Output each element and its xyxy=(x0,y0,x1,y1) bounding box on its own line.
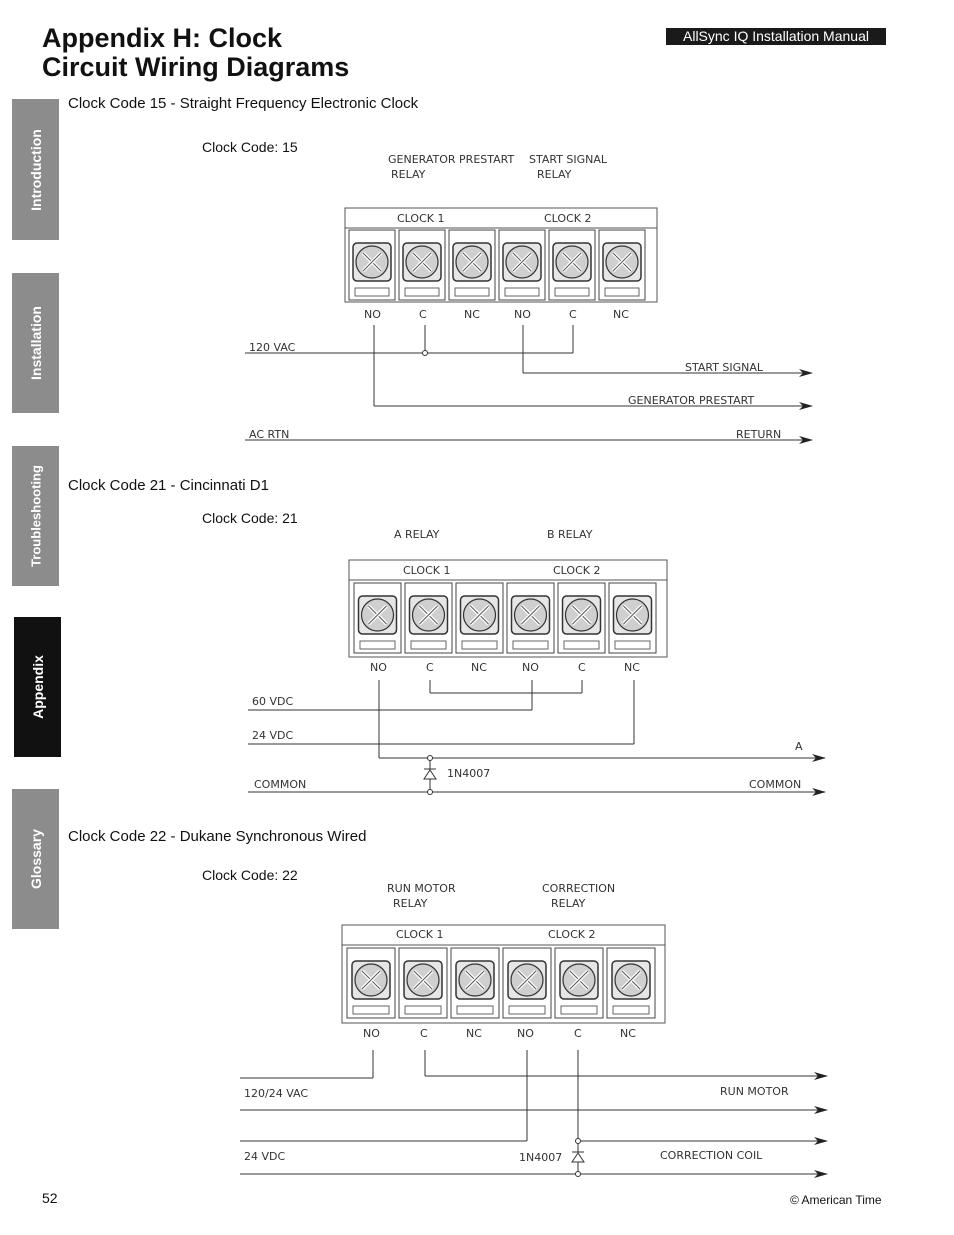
terminal-label: NO xyxy=(370,661,387,674)
clock-label: CLOCK 1 xyxy=(403,564,451,577)
relay-label: RELAY xyxy=(391,168,426,181)
screw-terminal xyxy=(558,583,605,653)
terminal-label: NC xyxy=(624,661,640,674)
screw-terminal xyxy=(399,948,447,1018)
output-label: A xyxy=(795,740,803,753)
side-tab-label: Appendix xyxy=(29,655,46,719)
screw-terminal xyxy=(599,230,645,300)
screw-terminal xyxy=(354,583,401,653)
terminal-label: NO xyxy=(517,1027,534,1040)
terminal-label: NO xyxy=(514,308,531,321)
side-tab-label: Troubleshooting xyxy=(28,465,43,567)
screw-terminal xyxy=(555,948,603,1018)
screw-terminal xyxy=(607,948,655,1018)
relay-label: RELAY xyxy=(551,897,586,910)
screw-terminal xyxy=(549,230,595,300)
relay-label: CORRECTION xyxy=(542,882,616,895)
terminal-label: C xyxy=(578,661,586,674)
diode-label: 1N4007 xyxy=(519,1151,563,1164)
screw-terminal xyxy=(405,583,452,653)
clock-label: CLOCK 2 xyxy=(553,564,601,577)
clock-code-label-21: Clock Code: 21 xyxy=(202,510,298,526)
page-title-line2: Circuit Wiring Diagrams xyxy=(42,52,350,82)
line-label: 24 VDC xyxy=(244,1150,286,1163)
output-label: START SIGNAL xyxy=(685,361,764,374)
screw-terminal xyxy=(503,948,551,1018)
screw-terminal xyxy=(399,230,445,300)
manual-name-badge: AllSync IQ Installation Manual xyxy=(666,28,886,45)
clock-label: CLOCK 1 xyxy=(396,928,444,941)
screw-terminal xyxy=(456,583,503,653)
section-title-code15: Clock Code 15 - Straight Frequency Electronic Clock xyxy=(68,95,419,112)
terminal-label: C xyxy=(419,308,427,321)
clock-code-label-22: Clock Code: 22 xyxy=(202,867,298,883)
screw-terminal xyxy=(609,583,656,653)
output-label: RETURN xyxy=(736,428,782,441)
terminal-block xyxy=(342,925,665,1023)
section-title-code22: Clock Code 22 - Dukane Synchronous Wired xyxy=(68,828,367,845)
relay-label: RELAY xyxy=(393,897,428,910)
wires xyxy=(245,325,812,440)
terminal-label: NC xyxy=(466,1027,482,1040)
diode-label: 1N4007 xyxy=(447,767,491,780)
line-label: AC RTN xyxy=(249,428,290,441)
line-label: 60 VDC xyxy=(252,695,294,708)
line-label: 24 VDC xyxy=(252,729,294,742)
terminal-label: NO xyxy=(522,661,539,674)
output-label: COMMON xyxy=(749,778,802,791)
terminal-label: NO xyxy=(363,1027,380,1040)
line-label: 120/24 VAC xyxy=(244,1087,309,1100)
terminal-label: NO xyxy=(364,308,381,321)
terminal-label: C xyxy=(574,1027,582,1040)
line-label: 120 VAC xyxy=(249,341,296,354)
screw-terminal xyxy=(451,948,499,1018)
diagram-code15 xyxy=(245,153,812,441)
screw-terminal xyxy=(499,230,545,300)
relay-label: A RELAY xyxy=(394,528,440,541)
copyright: © American Time xyxy=(790,1193,882,1207)
output-label: RUN MOTOR xyxy=(720,1085,789,1098)
side-tab-label: Installation xyxy=(27,306,44,380)
output-label: GENERATOR PRESTART xyxy=(628,394,755,407)
screw-terminal xyxy=(347,948,395,1018)
terminal-label: NC xyxy=(613,308,629,321)
side-tab-label: Introduction xyxy=(27,128,44,211)
terminal-block xyxy=(349,560,667,657)
terminal-label: C xyxy=(420,1027,428,1040)
relay-label: RUN MOTOR xyxy=(387,882,456,895)
terminal-block xyxy=(345,208,657,302)
diagram-code21 xyxy=(248,528,825,795)
line-label: COMMON xyxy=(254,778,307,791)
screw-terminal xyxy=(349,230,395,300)
relay-label: GENERATOR PRESTART xyxy=(388,153,515,166)
terminal-label: C xyxy=(426,661,434,674)
screw-terminal xyxy=(449,230,495,300)
wires xyxy=(248,680,825,795)
clock-label: CLOCK 2 xyxy=(544,212,592,225)
clock-label: CLOCK 2 xyxy=(548,928,596,941)
terminal-label: NC xyxy=(471,661,487,674)
screw-terminal xyxy=(507,583,554,653)
relay-label: B RELAY xyxy=(547,528,593,541)
page-number: 52 xyxy=(42,1190,58,1206)
diagram-code22 xyxy=(240,882,827,1177)
page-title-line1: Appendix H: Clock xyxy=(42,23,283,53)
section-title-code21: Clock Code 21 - Cincinnati D1 xyxy=(68,477,269,494)
side-tab-label: Glossary xyxy=(27,829,44,889)
clock-code-label-15: Clock Code: 15 xyxy=(202,139,298,155)
clock-label: CLOCK 1 xyxy=(397,212,445,225)
terminal-label: NC xyxy=(464,308,480,321)
terminal-label: C xyxy=(569,308,577,321)
relay-label: RELAY xyxy=(537,168,572,181)
output-label: CORRECTION COIL xyxy=(660,1149,763,1162)
relay-label: START SIGNAL xyxy=(529,153,608,166)
terminal-label: NC xyxy=(620,1027,636,1040)
